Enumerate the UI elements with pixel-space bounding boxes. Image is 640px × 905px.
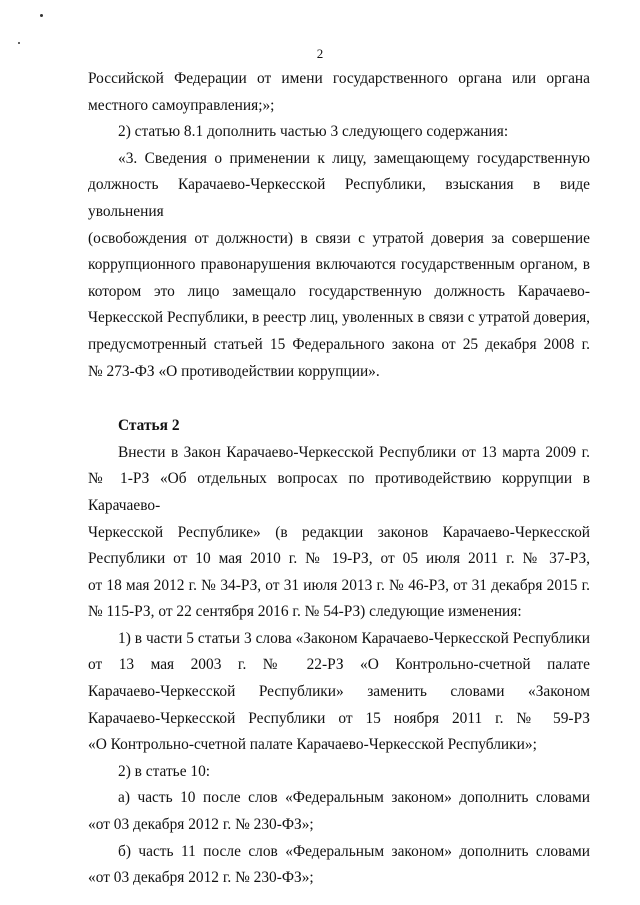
text-line: Карачаево-Черкесской Республики» заменить словами «Законом [88, 683, 590, 701]
text-line: Карачаево-Черкесской Республики от 15 ноября 2011 г. № 59-РЗ [88, 709, 590, 727]
paragraph-subitem-b [88, 839, 590, 892]
paragraph-item-2-article-10: 2) в статье 10: [118, 762, 211, 780]
text-line: «3. Сведения о применении к лицу, замещающему государственную [118, 149, 590, 167]
paragraph-item-1 [88, 626, 590, 759]
text-line: должность Карачаево-Черкесской Республики, взыскания в виде увольнения [88, 176, 590, 220]
text-line: «от 03 декабря 2012 г. № 230-ФЗ»; [88, 869, 314, 887]
text-line: котором это лицо замещало государственную должность Карачаево- [88, 282, 590, 300]
text-line: от 18 мая 2012 г. № 34-РЗ, от 31 июля 2013 г. № 46-РЗ, от 31 декабря 2015 г. [88, 576, 590, 594]
text-line: предусмотренный статьей 15 Федерального закона от 25 декабря 2008 г. [88, 335, 590, 353]
page-number: 2 [316, 46, 324, 61]
paragraph-item-2: 2) статью 8.1 дополнить частью 3 следующего содержания: [118, 123, 509, 141]
text-line: Черкесской Республики, в реестр лиц, уволенных в связи с утратой доверия, [88, 309, 590, 327]
text-line: № 273-ФЗ «О противодействии коррупции». [88, 362, 380, 380]
document-body [88, 66, 590, 892]
scan-speck [40, 14, 43, 17]
text-line: местного самоуправления;»; [88, 96, 275, 114]
article-heading: Статья 2 [118, 417, 180, 435]
text-line: «от 03 декабря 2012 г. № 230-ФЗ»; [88, 816, 314, 834]
paragraph-subitem-a [88, 785, 590, 838]
text-line: (освобождения от должности) в связи с утратой доверия за совершение [88, 229, 590, 247]
text-line: № 1-РЗ «Об отдельных вопросах по противодействию коррупции в Карачаево- [88, 470, 590, 514]
text-line: а) часть 10 после слов «Федеральным законом» дополнить словами [118, 789, 590, 807]
text-line: № 115-РЗ, от 22 сентября 2016 г. № 54-РЗ) следующие изменения: [88, 603, 522, 621]
scan-speck [18, 42, 20, 44]
text-line: Черкесской Республике» (в редакции законов Карачаево-Черкесской [88, 523, 590, 541]
paragraph-continuation [88, 66, 590, 119]
text-line: от 13 мая 2003 г. № 22-РЗ «О Контрольно-счетной палате [88, 656, 590, 674]
paragraph-part-3 [88, 146, 590, 385]
text-line: Республики от 10 мая 2010 г. № 19-РЗ, от 05 июля 2011 г. № 37-РЗ, [88, 550, 590, 568]
text-line: коррупционного правонарушения включаются государственным органом, в [88, 256, 590, 274]
text-line: б) часть 11 после слов «Федеральным законом» дополнить словами [118, 842, 590, 860]
text-line: Внести в Закон Карачаево-Черкесской Республики от 13 марта 2009 г. [118, 443, 590, 461]
text-line: «О Контрольно-счетной палате Карачаево-Черкесской Республики»; [88, 736, 537, 754]
text-line: Российской Федерации от имени государственного органа или органа [88, 70, 590, 87]
text-line: 1) в части 5 статьи 3 слова «Законом Карачаево-Черкесской Республики [118, 629, 590, 647]
paragraph-amendment-intro [88, 440, 590, 626]
